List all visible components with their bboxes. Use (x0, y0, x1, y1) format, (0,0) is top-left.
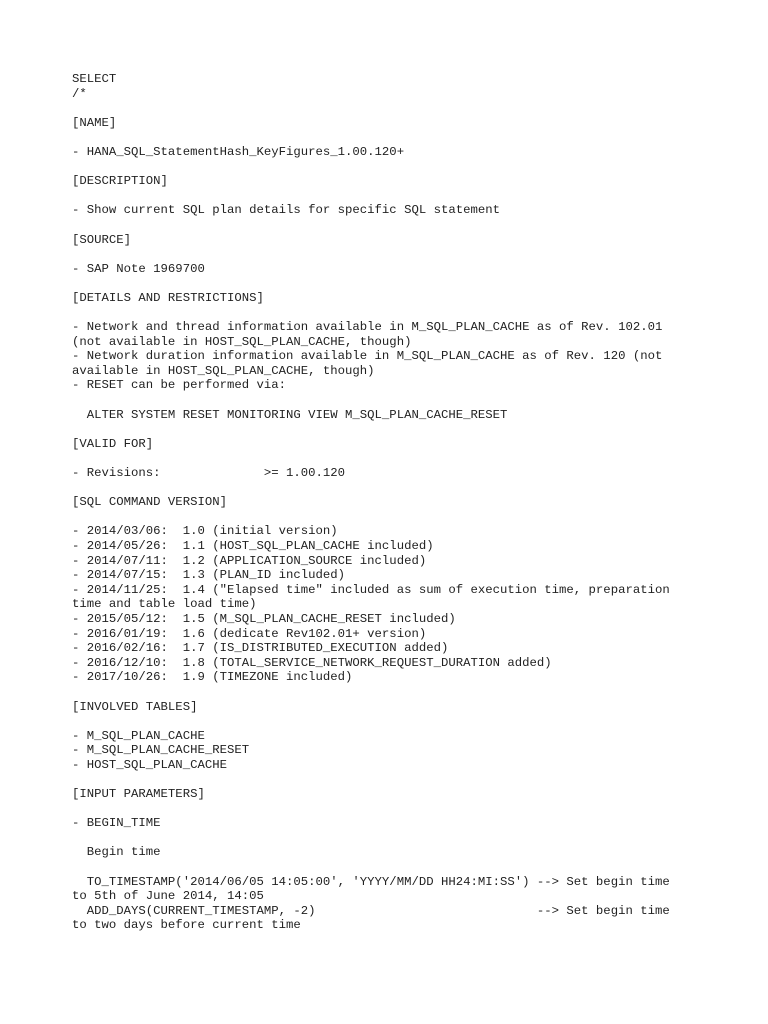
blank-line (72, 714, 712, 729)
version-entry: - 2014/07/15: 1.3 (PLAN_ID included) (72, 568, 346, 583)
statement-name: - HANA_SQL_StatementHash_KeyFigures_1.00.120+ (72, 144, 405, 159)
blank-line (72, 101, 712, 116)
parameter-name: - BEGIN_TIME (72, 816, 161, 831)
blank-line (72, 773, 712, 788)
blank-line (72, 481, 712, 496)
section-heading-description: [DESCRIPTION] (72, 174, 168, 189)
source-text: - SAP Note 1969700 (72, 261, 205, 276)
comment-open: /* (72, 86, 87, 101)
blank-line (72, 860, 712, 875)
section-heading-tables: [INVOLVED TABLES] (72, 699, 198, 714)
version-entry: - 2016/12/10: 1.8 (TOTAL_SERVICE_NETWORK_REQUEST_DURATION added) (72, 655, 552, 670)
details-line: - Network duration information available in M_SQL_PLAN_CACHE as of Rev. 120 (not (72, 349, 663, 364)
section-heading-source: [SOURCE] (72, 232, 132, 247)
blank-line (72, 831, 712, 846)
version-entry: - 2017/10/26: 1.9 (TIMEZONE included) (72, 670, 353, 685)
table-entry: - HOST_SQL_PLAN_CACHE (72, 757, 227, 772)
version-entry: time and table load time) (72, 597, 257, 612)
section-heading-version: [SQL COMMAND VERSION] (72, 495, 227, 510)
details-line: - RESET can be performed via: (72, 378, 287, 393)
blank-line (72, 393, 712, 408)
version-entry: - 2014/05/26: 1.1 (HOST_SQL_PLAN_CACHE included) (72, 539, 434, 553)
parameter-example: TO_TIMESTAMP('2014/06/05 14:05:00', 'YYYY/MM/DD HH24:MI:SS') --> Set begin time (72, 874, 670, 889)
details-line: (not available in HOST_SQL_PLAN_CACHE, though) (72, 334, 412, 349)
details-line: available in HOST_SQL_PLAN_CACHE, though) (72, 363, 375, 378)
parameter-example: to two days before current time (72, 918, 301, 933)
sql-keyword-select: SELECT (72, 72, 117, 86)
version-entry: - 2015/05/12: 1.5 (M_SQL_PLAN_CACHE_RESET included) (72, 611, 456, 626)
version-entry: - 2014/07/11: 1.2 (APPLICATION_SOURCE included) (72, 553, 427, 568)
blank-line (72, 130, 712, 145)
blank-line (72, 276, 712, 291)
details-line: - Network and thread information available in M_SQL_PLAN_CACHE as of Rev. 102.01 (72, 320, 663, 335)
parameter-example: ADD_DAYS(CURRENT_TIMESTAMP, -2) --> Set begin time (72, 903, 670, 918)
version-entry: - 2014/11/25: 1.4 ("Elapsed time" included as sum of execution time, preparation (72, 582, 670, 597)
parameter-description: Begin time (72, 845, 161, 860)
section-heading-valid-for: [VALID FOR] (72, 436, 154, 451)
blank-line (72, 189, 712, 204)
blank-line (72, 306, 712, 321)
table-entry: - M_SQL_PLAN_CACHE_RESET (72, 743, 250, 758)
description-text: - Show current SQL plan details for specific SQL statement (72, 203, 501, 218)
version-entry: - 2016/01/19: 1.6 (dedicate Rev102.01+ version) (72, 626, 427, 641)
section-heading-parameters: [INPUT PARAMETERS] (72, 787, 205, 802)
blank-line (72, 802, 712, 817)
blank-line (72, 451, 712, 466)
section-heading-name: [NAME] (72, 115, 117, 130)
section-heading-details: [DETAILS AND RESTRICTIONS] (72, 290, 264, 305)
revisions-line: - Revisions: >= 1.00.120 (72, 466, 346, 481)
version-entry: - 2016/02/16: 1.7 (IS_DISTRIBUTED_EXECUTION added) (72, 641, 449, 656)
parameter-example: to 5th of June 2014, 14:05 (72, 889, 264, 904)
blank-line (72, 160, 712, 175)
version-entry: - 2014/03/06: 1.0 (initial version) (72, 524, 338, 539)
blank-line (72, 247, 712, 262)
reset-command: ALTER SYSTEM RESET MONITORING VIEW M_SQL_PLAN_CACHE_RESET (72, 407, 508, 422)
table-entry: - M_SQL_PLAN_CACHE (72, 728, 205, 743)
blank-line (72, 510, 712, 525)
blank-line (72, 218, 712, 233)
blank-line (72, 685, 712, 700)
document-page (72, 72, 712, 933)
blank-line (72, 422, 712, 437)
